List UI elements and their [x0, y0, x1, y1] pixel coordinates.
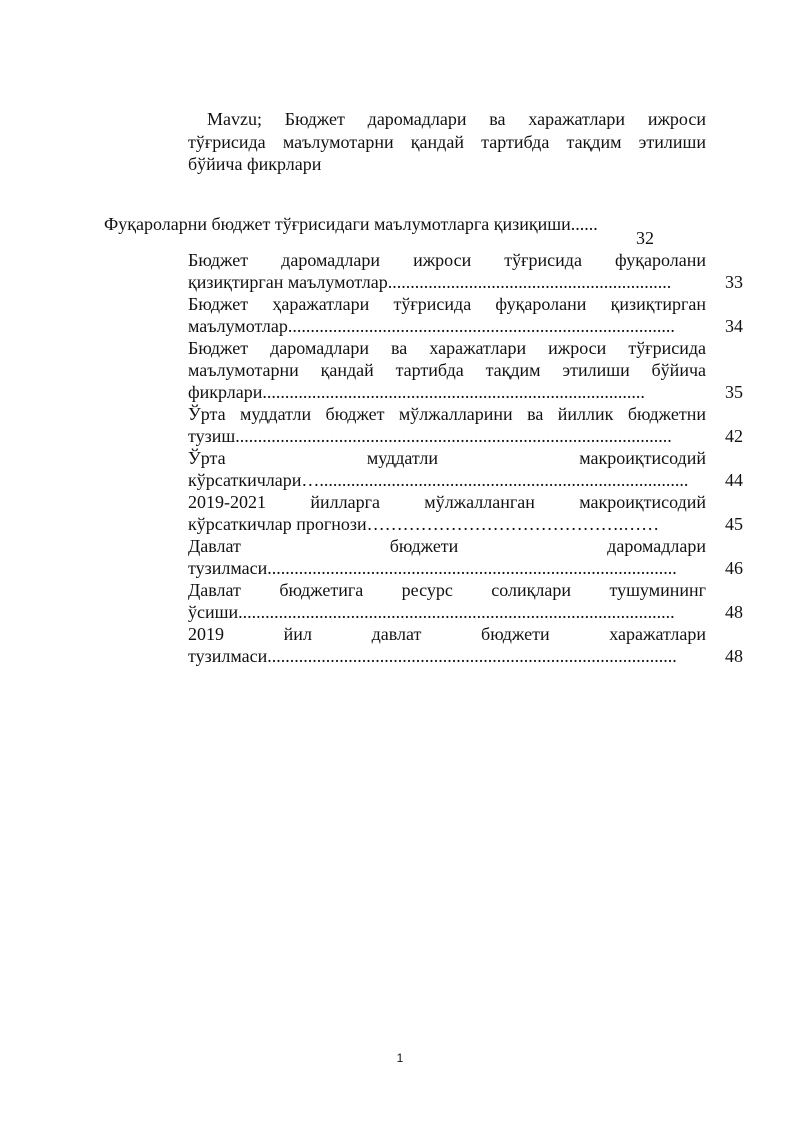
toc-line: ўсиши.................................................................................................	[188, 602, 675, 622]
toc-entry-page: 44	[725, 470, 743, 490]
toc-line: тузиш.................................................................................................	[188, 426, 672, 446]
toc-line: кўрсаткичлари…..................................................................................	[188, 470, 689, 490]
toc-line: маълумотарни қандай тартибда тақдим этилиши бўйича	[188, 360, 706, 380]
toc-line: тузилмаси...........................................................................................	[188, 558, 677, 578]
toc-line: 2019-2021 йилларга мўлжалланган макроиқтисодий	[188, 492, 706, 512]
toc-entry-page: 32	[636, 228, 654, 248]
toc-line: Бюджет даромадлари ва харажатлари ижроси тўғрисида	[188, 338, 706, 358]
toc-entry-page: 45	[725, 514, 743, 534]
table-of-contents	[188, 249, 743, 667]
topic-line: тўғрисида маълумотарни қандай тартибда тақдим этилиши	[188, 131, 706, 152]
toc-line: маълумотлар......................................................................................	[188, 316, 675, 336]
toc-line: Ўрта муддатли макроиқтисодий	[188, 448, 706, 468]
toc-entry	[188, 623, 743, 667]
toc-entry-page: 46	[725, 558, 743, 578]
toc-line: Давлат бюджети даромадлари	[188, 536, 706, 556]
toc-entry	[188, 403, 743, 447]
toc-entry-page: 48	[725, 646, 743, 666]
toc-line: Ўрта муддатли бюджет мўлжалларини ва йиллик бюджетни	[188, 404, 706, 424]
toc-entry-page: 35	[725, 382, 743, 402]
toc-entry	[188, 579, 743, 623]
toc-line: Бюджет даромадлари ижроси тўғрисида фуқаролани	[188, 250, 706, 270]
toc-entry-page: 42	[725, 426, 743, 446]
toc-entry	[188, 293, 743, 337]
toc-line: Бюджет ҳаражатлари тўғрисида фуқаролани қизиқтирган	[188, 294, 706, 314]
toc-line: кўрсаткичлар прогнози…………………………………….……	[188, 514, 660, 534]
toc-line: 2019 йил давлат бюджети харажатлари	[188, 624, 706, 644]
toc-entry	[188, 535, 743, 579]
toc-entry	[188, 491, 743, 535]
toc-entry-page: 48	[725, 602, 743, 622]
toc-line: тузилмаси...........................................................................................	[188, 646, 677, 666]
toc-entry-page: 33	[725, 272, 743, 292]
toc-entry-title: Фуқароларни бюджет тўғрисидаги маълумотларга қизиқиши......	[104, 214, 598, 234]
toc-entry	[188, 249, 743, 293]
toc-line: фикрлари.....................................................................................	[188, 382, 645, 402]
topic-line: бўйича фикрлари	[188, 154, 322, 174]
topic-heading	[188, 108, 706, 176]
toc-line: қизиқтирган маълумотлар...............................................................	[188, 272, 672, 292]
toc-entry	[188, 337, 743, 403]
page-number: 1	[396, 1051, 404, 1065]
toc-line: Давлат бюджетига ресурс солиқлари тушумининг	[188, 580, 706, 600]
toc-entry-page: 34	[725, 316, 743, 336]
toc-entry	[188, 447, 743, 491]
topic-line: Mavzu; Бюджет даромадлари ва харажатлари ижроси	[207, 109, 706, 129]
